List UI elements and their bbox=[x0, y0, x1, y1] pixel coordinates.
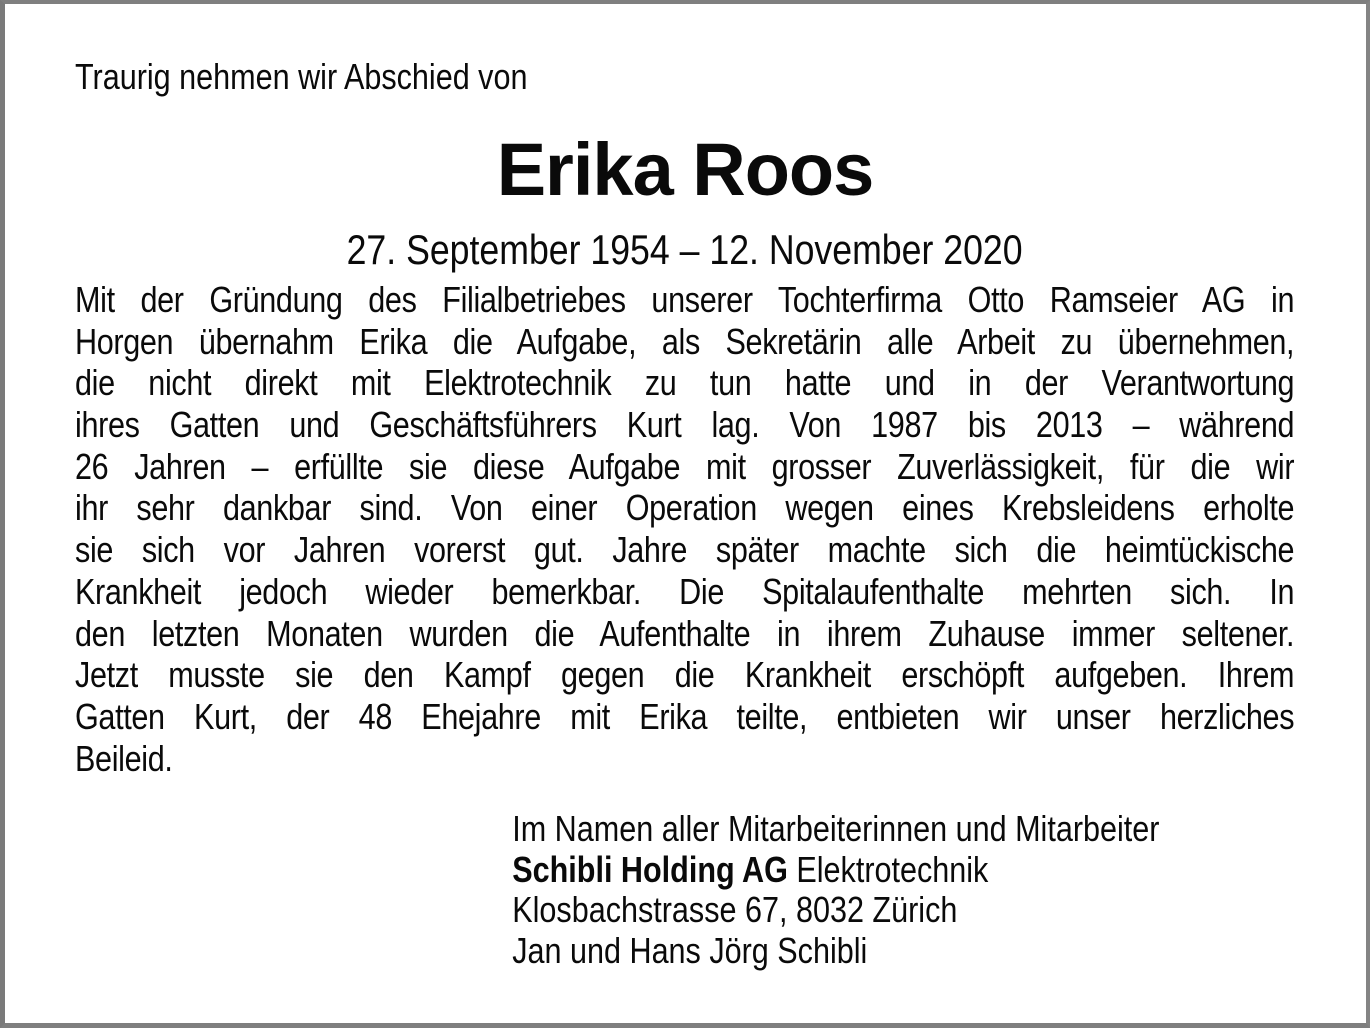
body-line: sie sich vor Jahren vorerst gut. Jahre später machte sich die heimtückische bbox=[75, 529, 1295, 571]
life-dates: 27. September 1954 – 12. November 2020 bbox=[346, 226, 1023, 273]
body-line: ihr sehr dankbar sind. Von einer Operation wegen eines Krebsleidens erholte bbox=[75, 487, 1295, 529]
signature-company bbox=[512, 850, 1159, 891]
signature-address: Klosbachstrasse 67, 8032 Zürich bbox=[512, 889, 958, 931]
company-suffix: Elektrotechnik bbox=[796, 848, 989, 890]
body-line: Jetzt musste sie den Kampf gegen die Krankheit erschöpft aufgeben. Ihrem bbox=[75, 654, 1295, 696]
body-line-last: Beileid. bbox=[75, 737, 173, 779]
body-line: den letzten Monaten wurden die Aufenthalte in ihrem Zuhause immer seltener. bbox=[75, 612, 1295, 654]
body-line: ihres Gatten und Geschäftsführers Kurt lag. Von 1987 bis 2013 – während bbox=[75, 404, 1295, 446]
body-line: Mit der Gründung des Filialbetriebes unserer Tochterfirma Otto Ramseier AG in bbox=[75, 279, 1295, 320]
body-line: die nicht direkt mit Elektrotechnik zu tun hatte und in der Verantwortung bbox=[75, 362, 1295, 404]
deceased-name: Erika Roos bbox=[496, 128, 874, 211]
obituary-paragraph bbox=[75, 279, 1294, 779]
company-name: Schibli Holding AG bbox=[512, 848, 788, 890]
body-line: Horgen übernahm Erika die Aufgabe, als Sekretärin alle Arbeit zu übernehmen, bbox=[75, 320, 1295, 362]
signature-block bbox=[512, 809, 1159, 971]
intro-line: Traurig nehmen wir Abschied von bbox=[75, 56, 528, 97]
body-line: 26 Jahren – erfüllte sie diese Aufgabe mit grosser Zuverlässigkeit, für die wir bbox=[75, 445, 1295, 487]
signature-on-behalf: Im Namen aller Mitarbeiterinnen und Mitarbeiter bbox=[512, 808, 1160, 849]
signature-names: Jan und Hans Jörg Schibli bbox=[512, 929, 868, 971]
body-line: Krankheit jedoch wieder bemerkbar. Die Spitalaufenthalte mehrten sich. In bbox=[75, 570, 1295, 612]
body-line: Gatten Kurt, der 48 Ehejahre mit Erika teilte, entbieten wir unser herzliches bbox=[75, 695, 1295, 737]
